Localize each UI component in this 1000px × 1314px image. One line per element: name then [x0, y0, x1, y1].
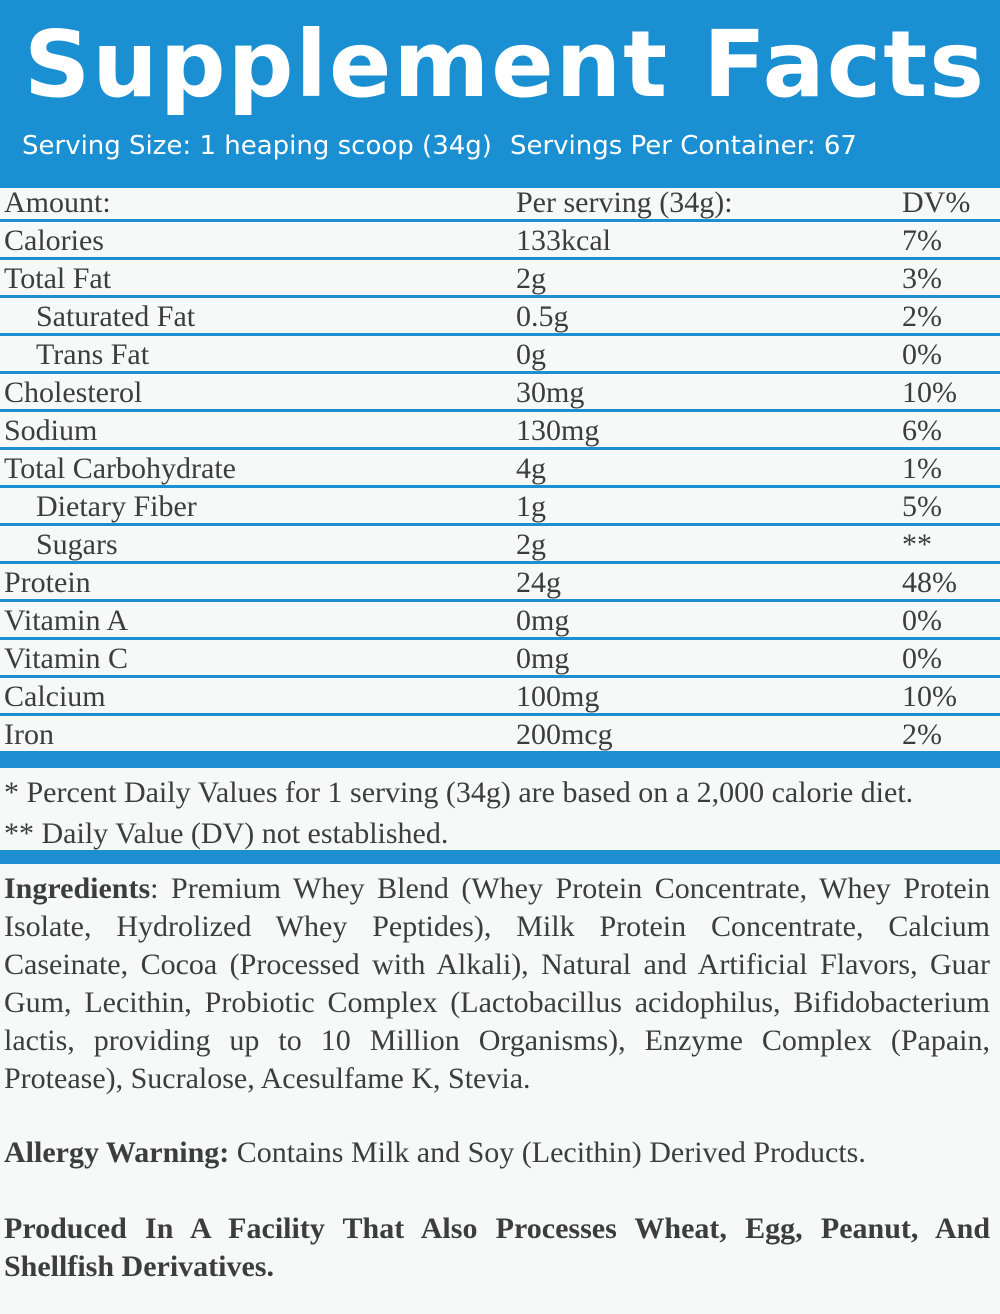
nutrient-dv: ** — [902, 528, 932, 561]
table-row — [0, 488, 1000, 526]
nutrient-name: Total Carbohydrate — [4, 452, 236, 485]
nutrient-name: Trans Fat — [36, 338, 150, 371]
nutrient-dv: 2% — [902, 300, 942, 333]
table-row — [0, 374, 1000, 412]
table-row — [0, 602, 1000, 640]
nutrient-name: Cholesterol — [4, 376, 143, 409]
nutrient-amount: 30mg — [516, 376, 585, 409]
nutrient-name: Saturated Fat — [36, 300, 196, 333]
nutrient-name: Calories — [4, 224, 104, 257]
nutrient-dv: 6% — [902, 414, 942, 447]
ingredients-label: Ingredients — [4, 872, 151, 905]
nutrient-dv: 48% — [902, 566, 957, 599]
nutrient-amount: 200mcg — [516, 718, 613, 751]
nutrient-name: Protein — [4, 566, 91, 599]
table-row — [0, 450, 1000, 488]
nutrient-name: Total Fat — [4, 262, 112, 295]
table-row — [0, 564, 1000, 602]
table-row — [0, 678, 1000, 716]
nutrient-dv: 0% — [902, 642, 942, 675]
ingredients-text: : Premium Whey Blend (Whey Protein Concentrate, Whey Protein Isolate, Hydrolized Whey Peptides), Milk Protein Concentrate, Calcium Caseinate, Cocoa (Processed with Alkali), Natural and Artificial Flavors, Guar Gum, Lecithin, Probiotic Complex (Lactobacillus acidophilus, Bifidobacterium lactis, providing up to 10 Million Organisms), Enzyme Complex (Papain, Protease), Sucralose, Acesulfame K, Stevia. — [4, 872, 990, 1095]
ingredients-paragraph — [4, 870, 990, 1098]
footnote-dv-basis: * Percent Daily Values for 1 serving (34g) are based on a 2,000 calorie diet. — [4, 776, 914, 809]
column-header-per-serving: Per serving (34g): — [516, 186, 733, 219]
nutrient-amount: 1g — [516, 490, 546, 523]
nutrient-dv: 10% — [902, 680, 957, 713]
nutrient-dv: 5% — [902, 490, 942, 523]
facility-notice: Produced In A Facility That Also Processes Wheat, Egg, Peanut, And Shellfish Derivatives. — [4, 1212, 990, 1283]
nutrient-amount: 4g — [516, 452, 546, 485]
nutrient-amount: 24g — [516, 566, 561, 599]
allergy-warning — [4, 1134, 866, 1172]
section-divider — [0, 850, 1000, 864]
column-header-amount: Amount: — [4, 186, 111, 219]
nutrient-name: Iron — [4, 718, 54, 751]
allergy-label: Allergy Warning: — [4, 1136, 230, 1169]
nutrient-dv: 0% — [902, 338, 942, 371]
nutrient-amount: 0mg — [516, 604, 570, 637]
nutrient-name: Calcium — [4, 680, 106, 713]
nutrient-dv: 2% — [902, 718, 942, 751]
nutrient-amount: 0.5g — [516, 300, 569, 333]
nutrient-amount: 130mg — [516, 414, 600, 447]
table-row — [0, 716, 1000, 754]
servings-per-container: Servings Per Container: 67 — [509, 131, 857, 161]
nutrient-amount: 100mg — [516, 680, 600, 713]
table-row — [0, 640, 1000, 678]
serving-info — [22, 126, 857, 166]
nutrient-amount: 133kcal — [516, 224, 611, 257]
nutrient-amount: 2g — [516, 262, 546, 295]
nutrient-name: Dietary Fiber — [36, 490, 197, 523]
page-title: Supplement Facts — [24, 11, 986, 118]
nutrient-dv: 7% — [902, 224, 942, 257]
section-divider — [0, 754, 1000, 768]
allergy-text: Contains Milk and Soy (Lecithin) Derived Products. — [229, 1136, 866, 1169]
nutrient-dv: 10% — [902, 376, 957, 409]
nutrient-name: Vitamin C — [4, 642, 129, 675]
footnotes — [4, 772, 913, 854]
column-header-dv: DV% — [902, 186, 971, 219]
serving-size: Serving Size: 1 heaping scoop (34g) — [22, 131, 492, 161]
table-row — [0, 298, 1000, 336]
table-row — [0, 260, 1000, 298]
nutrition-table — [0, 184, 1000, 754]
table-header-row — [0, 184, 1000, 222]
header-banner — [0, 0, 1000, 188]
nutrient-amount: 0g — [516, 338, 546, 371]
nutrient-amount: 2g — [516, 528, 546, 561]
footnote-dv-not-established: ** Daily Value (DV) not established. — [4, 817, 449, 850]
table-row — [0, 222, 1000, 260]
nutrient-name: Sodium — [4, 414, 98, 447]
table-row — [0, 336, 1000, 374]
nutrient-amount: 0mg — [516, 642, 570, 675]
table-row — [0, 526, 1000, 564]
table-row — [0, 412, 1000, 450]
nutrient-dv: 0% — [902, 604, 942, 637]
nutrient-dv: 3% — [902, 262, 942, 295]
nutrient-name: Vitamin A — [4, 604, 129, 637]
nutrient-dv: 1% — [902, 452, 942, 485]
nutrient-name: Sugars — [36, 528, 118, 561]
